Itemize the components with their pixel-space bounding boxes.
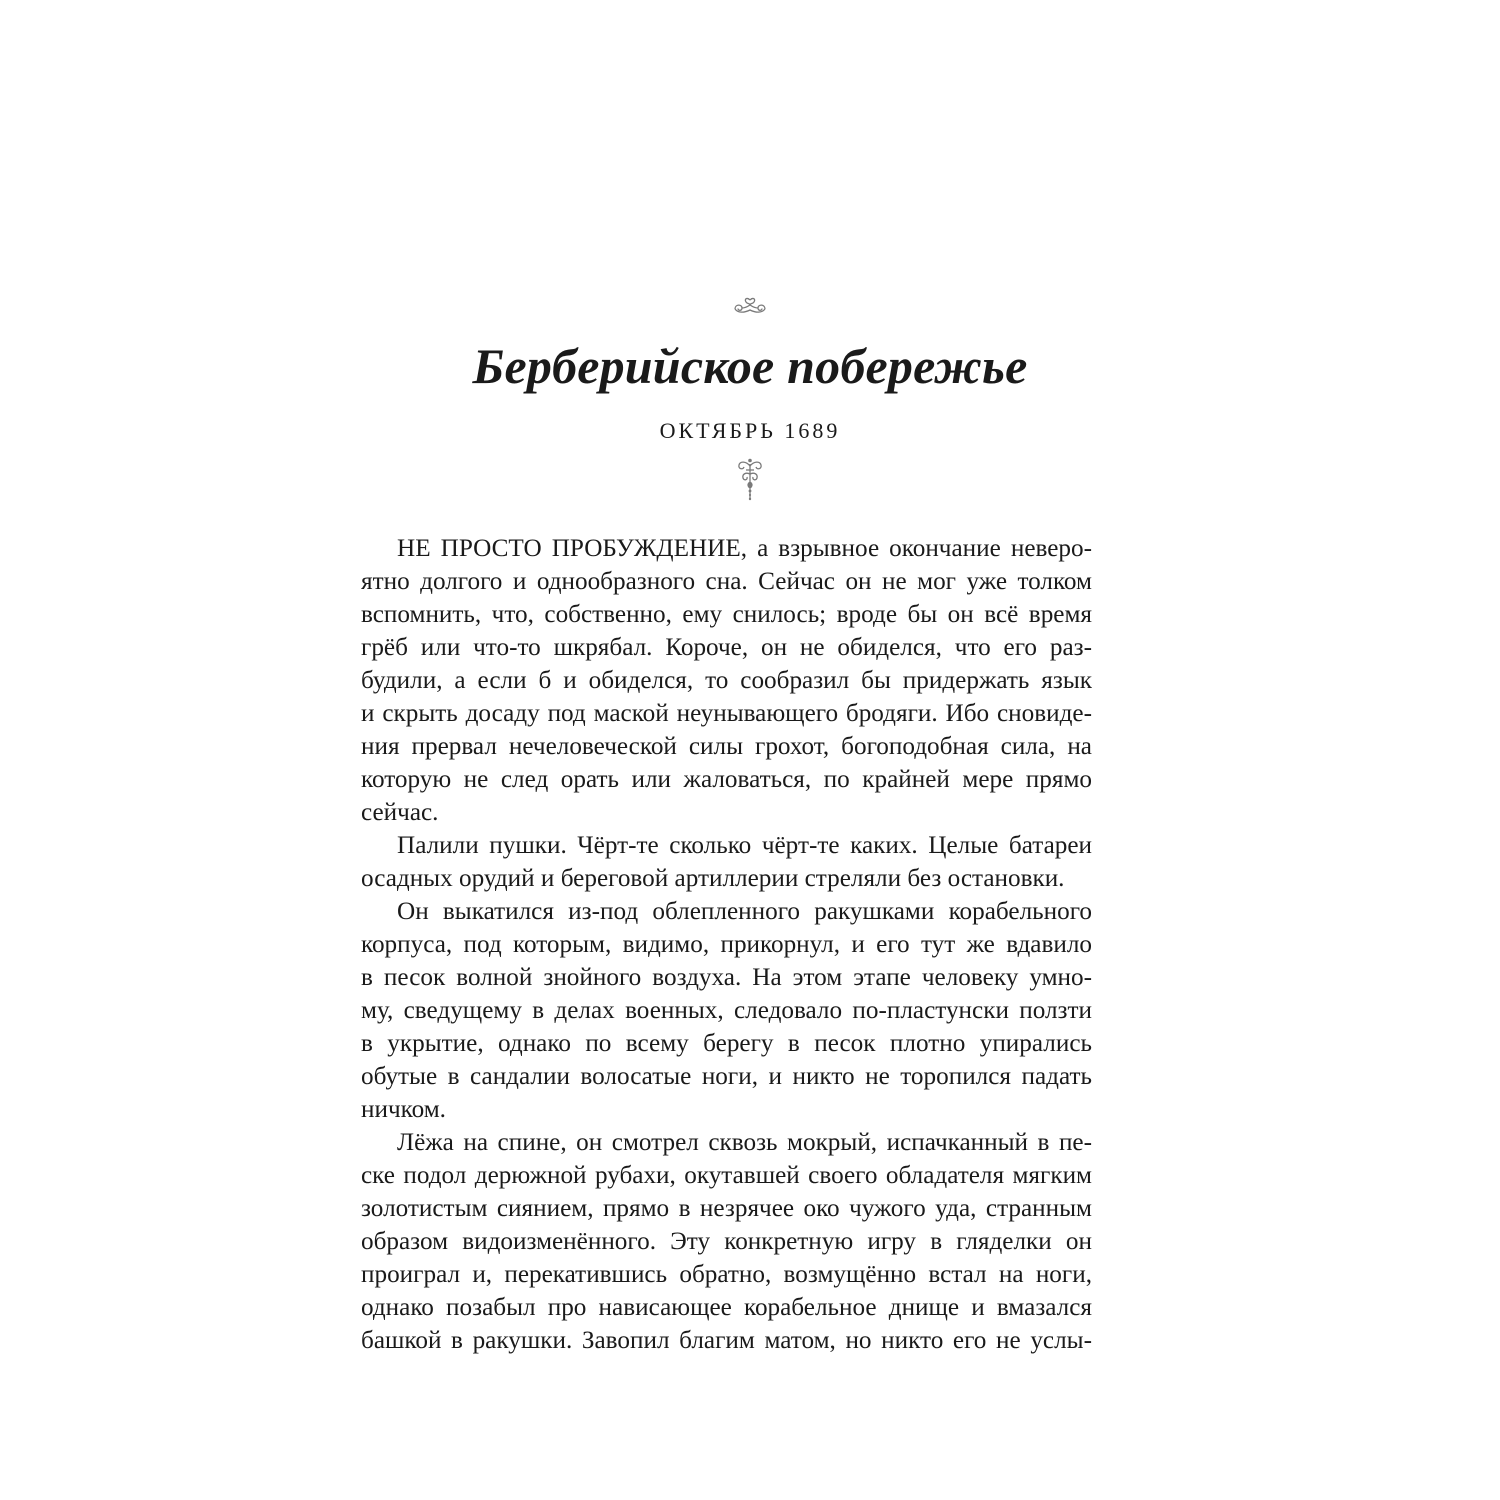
text-line: НЕ ПРОСТО ПРОБУЖДЕНИЕ, а взрывное окончание неверо- bbox=[397, 535, 1092, 562]
text-line: которую не след орать или жаловаться, по крайней мере прямо bbox=[361, 766, 1092, 793]
text-line: Лёжа на спине, он смотрел сквозь мокрый, испачканный в пе- bbox=[397, 1129, 1092, 1156]
text-line: вспомнить, что, собственно, ему снилось; вроде бы он всё время bbox=[361, 601, 1092, 628]
fleuron-icon bbox=[0, 458, 1500, 502]
chapter-title: Берберийское побережье bbox=[472, 338, 1028, 394]
text-line: ния прервал нечеловеческой силы грохот, богоподобная сила, на bbox=[361, 733, 1092, 760]
paragraph bbox=[361, 532, 1092, 829]
text-line: осадных орудий и береговой артиллерии стреляли без остановки. bbox=[361, 865, 1065, 892]
text-line: будили, а если б и обиделся, то сообразил бы придержать язык bbox=[361, 667, 1092, 694]
text-line: Он выкатился из-под облепленного ракушками корабельного bbox=[397, 898, 1092, 925]
text-line: ске подол дерюжной рубахи, окутавшей своего обладателя мягким bbox=[361, 1162, 1092, 1189]
paragraph bbox=[361, 895, 1092, 1126]
fleuron-icon bbox=[0, 296, 1500, 316]
fleuron-top-icon bbox=[732, 296, 768, 316]
text-line: грёб или что-то шкрябал. Короче, он не обиделся, что его раз- bbox=[361, 634, 1092, 661]
text-line: сейчас. bbox=[361, 799, 439, 826]
text-line: однако позабыл про нависающее корабельное днище и вмазался bbox=[361, 1294, 1092, 1321]
text-line: Палили пушки. Чёрт-те сколько чёрт-те каких. Целые батареи bbox=[397, 832, 1092, 859]
text-line: ничком. bbox=[361, 1096, 446, 1123]
text-line: золотистым сиянием, прямо в незрячее око чужого уда, странным bbox=[361, 1195, 1092, 1222]
text-line: обутые в сандалии волосатые ноги, и никто не торопился падать bbox=[361, 1063, 1092, 1090]
paragraph bbox=[361, 829, 1092, 895]
text-line: в укрытие, однако по всему берегу в песок плотно упирались bbox=[361, 1030, 1092, 1057]
text-line: и скрыть досаду под маской неунывающего бродяги. Ибо сновиде- bbox=[361, 700, 1092, 727]
text-line: му, сведущему в делах военных, следовало по-пластунски ползти bbox=[361, 997, 1092, 1024]
text-line: корпуса, под которым, видимо, прикорнул, и его тут же вдавило bbox=[361, 931, 1092, 958]
text-line: в песок волной знойного воздуха. На этом этапе человеку умно- bbox=[361, 964, 1092, 991]
chapter-date: ОКТЯБРЬ 1689 bbox=[659, 418, 841, 443]
paragraph bbox=[361, 1126, 1092, 1357]
text-line: проиграл и, перекатившись обратно, возмущённо встал на ноги, bbox=[361, 1261, 1092, 1288]
body-text bbox=[361, 532, 1092, 1357]
text-line: башкой в ракушки. Завопил благим матом, но никто его не услы- bbox=[361, 1327, 1092, 1354]
fleuron-bottom-icon bbox=[734, 458, 766, 502]
text-line: ятно долгого и однообразного сна. Сейчас он не мог уже толком bbox=[361, 568, 1092, 595]
text-line: образом видоизменённого. Эту конкретную игру в гляделки он bbox=[361, 1228, 1092, 1255]
